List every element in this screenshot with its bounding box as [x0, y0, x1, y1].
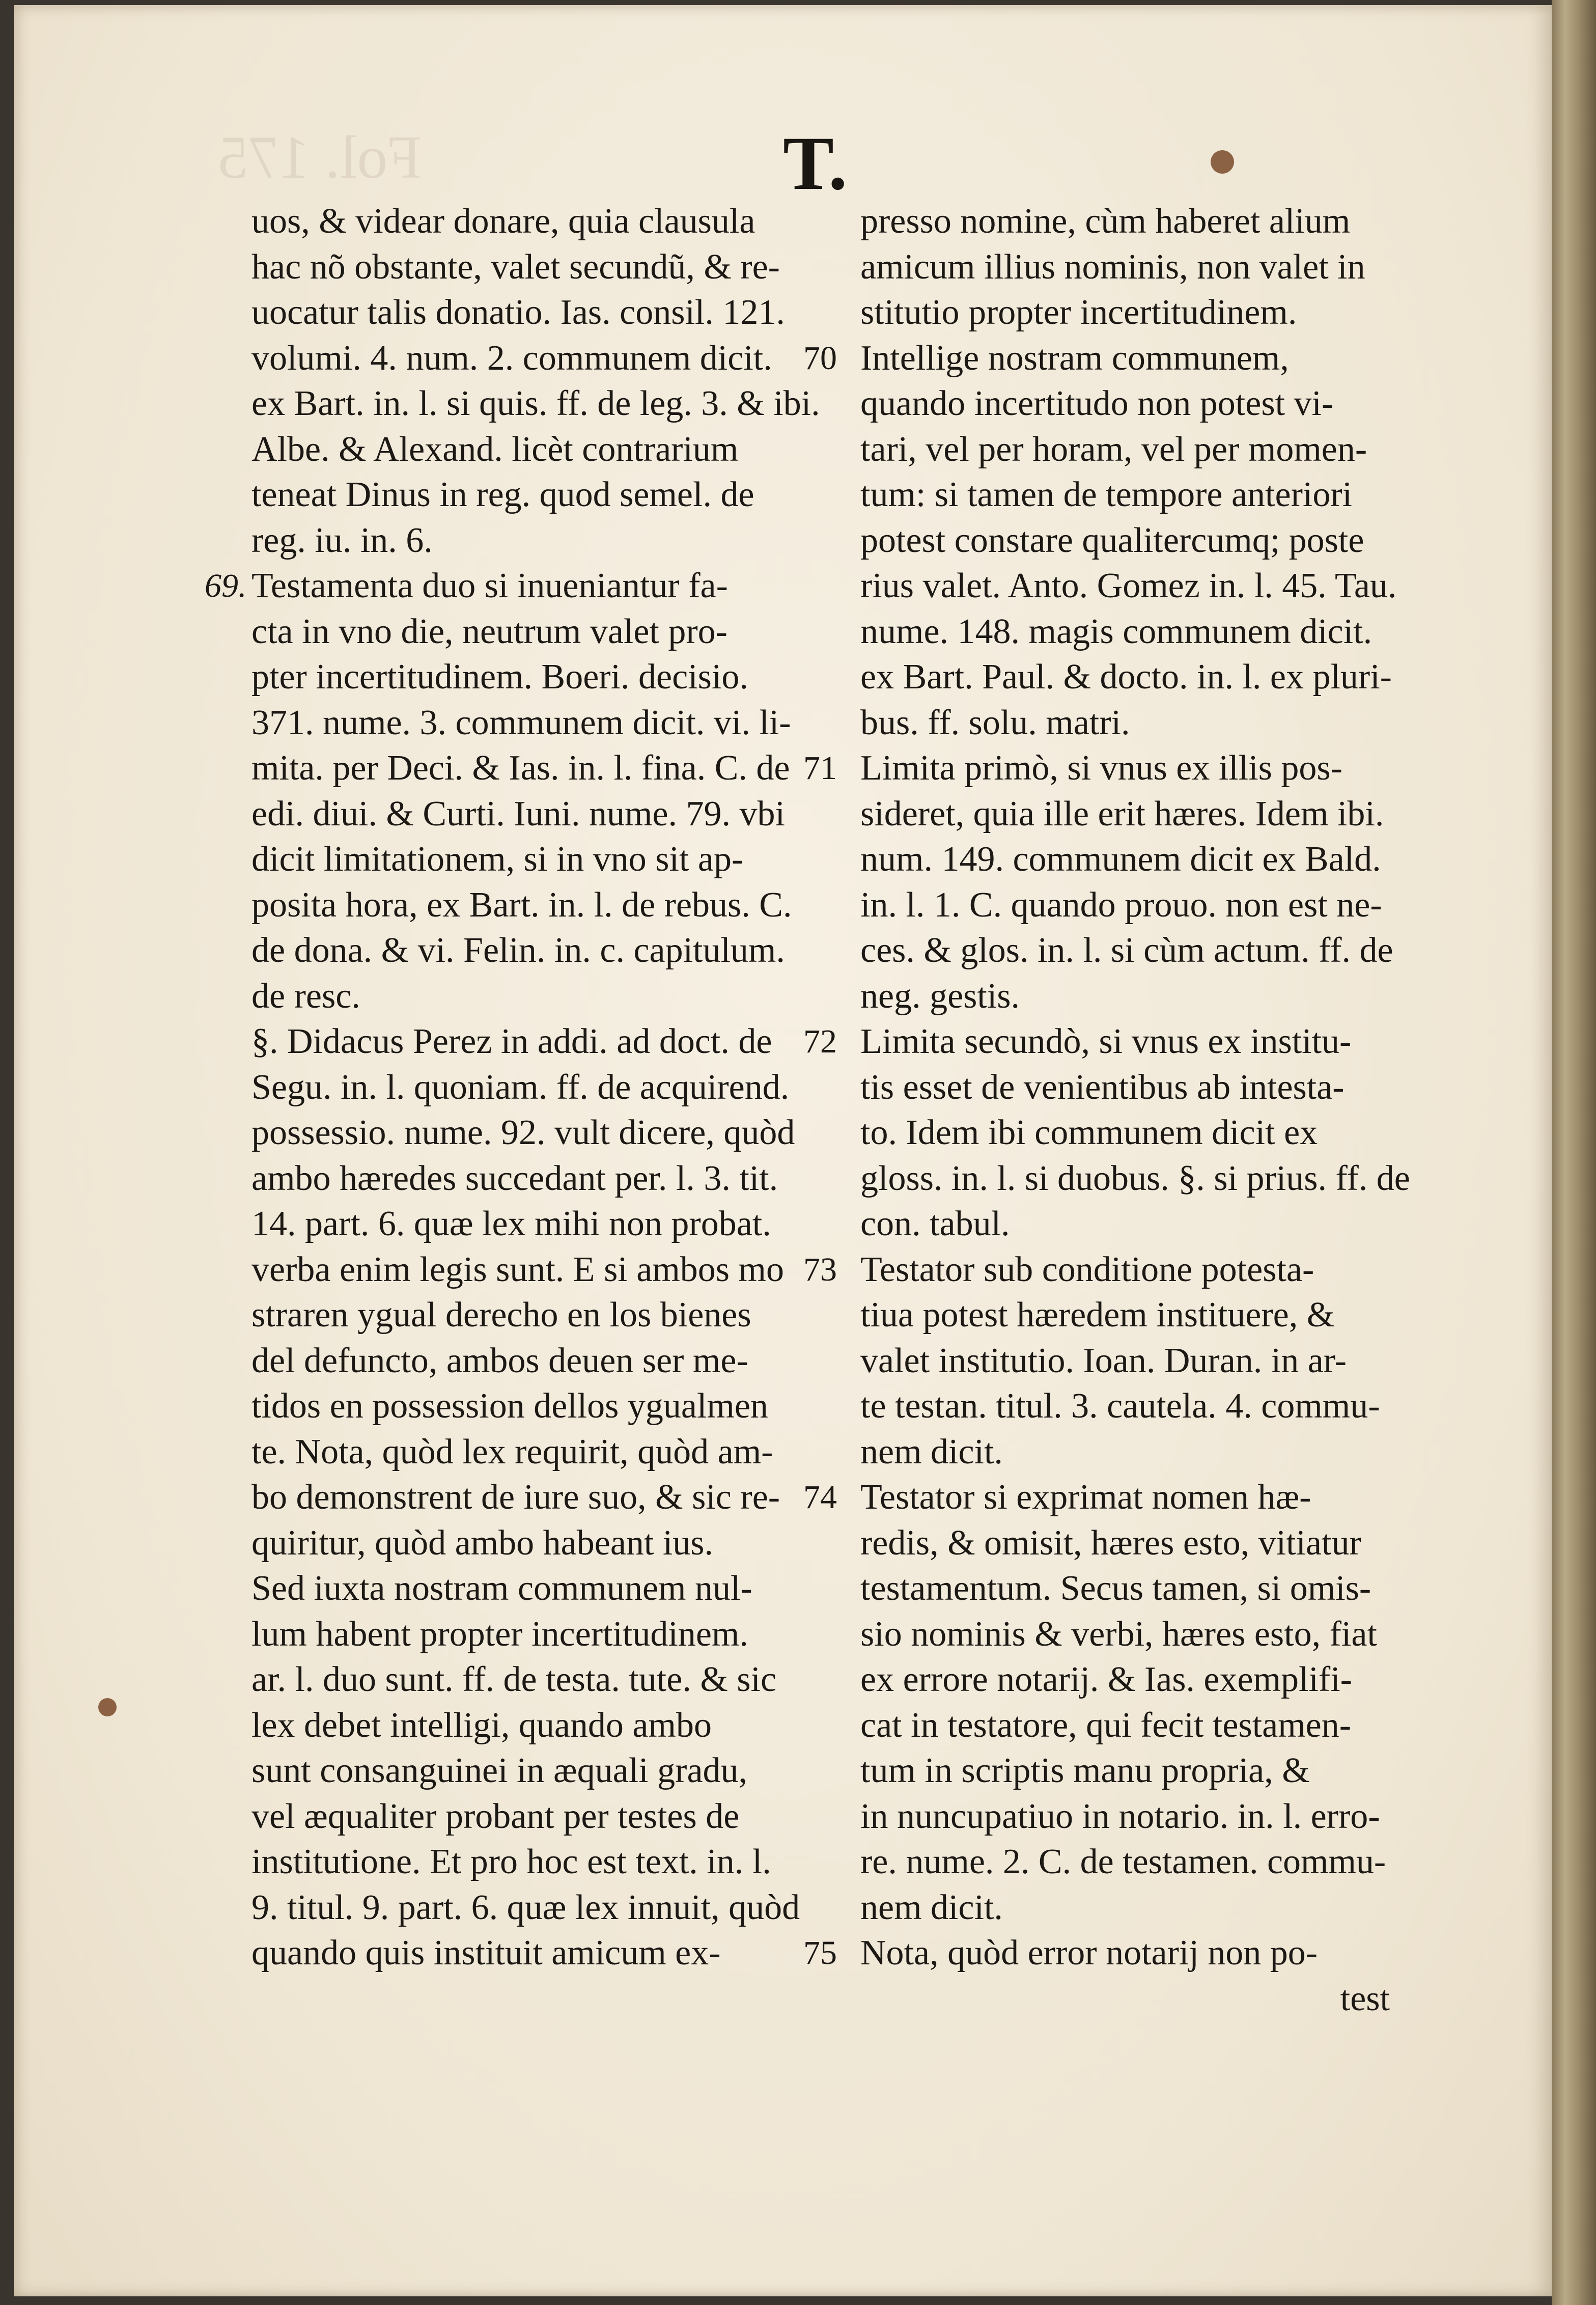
text-line: testamentum. Secus tamen, si omis-: [860, 1569, 1371, 1608]
text-line: rius valet. Anto. Gomez in. l. 45. Tau.: [860, 566, 1397, 605]
text-line: num. 149. communem dicit ex Bald.: [860, 840, 1381, 879]
paragraph-number: 70: [803, 339, 837, 377]
text-line: te testan. titul. 3. cautela. 4. commu-: [860, 1386, 1380, 1426]
text-line: Sed iuxta nostram communem nul-: [251, 1569, 752, 1608]
paragraph-number: 72: [803, 1023, 837, 1060]
paragraph-start: [803, 1019, 1431, 1065]
text-line: to. Idem ibi communem dicit ex: [860, 1113, 1318, 1152]
text-line: teneat Dinus in reg. quod semel. de: [251, 475, 754, 514]
text-line: ces. & glos. in. l. si cùm actum. ff. de: [860, 931, 1393, 970]
text-line: cat in testatore, qui fecit testamen-: [860, 1705, 1352, 1745]
text-line: valet institutio. Ioan. Duran. in ar-: [860, 1341, 1347, 1380]
paragraph-number: 73: [803, 1251, 837, 1288]
text-line: del defuncto, ambos deuen ser me-: [251, 1341, 748, 1380]
text-line: bo demonstrent de iure suo, & sic re-: [251, 1478, 780, 1517]
text-line: lum habent propter incertitudinem.: [251, 1614, 748, 1654]
paragraph-number: 71: [803, 749, 837, 787]
text-line: Limita secundò, si vnus ex institu-: [860, 1022, 1352, 1061]
text-line: tidos en possession dellos ygualmen: [251, 1386, 768, 1426]
left-column: [205, 199, 837, 1976]
text-line: de dona. & vi. Felin. in. c. capitulum.: [251, 931, 785, 970]
text-line: te. Nota, quòd lex requirit, quòd am-: [251, 1432, 773, 1471]
text-line: nem dicit.: [860, 1887, 1003, 1927]
text-line: in. l. 1. C. quando prouo. non est ne-: [860, 885, 1382, 925]
text-line: con. tabul.: [860, 1204, 1010, 1243]
book-edge: [1552, 0, 1596, 2305]
text-line: 9. titul. 9. part. 6. quæ lex innuit, quòd: [251, 1887, 800, 1927]
text-line: in nuncupatiuo in notario. in. l. erro-: [860, 1796, 1380, 1836]
paragraph-start: [205, 563, 837, 609]
paragraph-start: [803, 1247, 1431, 1293]
text-line: possessio. nume. 92. vult dicere, quòd: [251, 1113, 795, 1152]
text-line: ex errore notarij. & Ias. exemplifi-: [860, 1660, 1352, 1699]
paragraph-start: [803, 1930, 1431, 1976]
text-line: uos, & videar donare, quia clausula: [251, 202, 755, 241]
text-line: volumi. 4. num. 2. communem dicit.: [251, 338, 772, 378]
text-line: Testator sub conditione potesta-: [860, 1249, 1314, 1289]
text-line: tum: si tamen de tempore anteriori: [860, 475, 1353, 514]
bleed-through-text: Fol. 175: [218, 123, 422, 191]
text-line: tari, vel per horam, vel per momen-: [860, 429, 1367, 469]
text-line: Albe. & Alexand. licèt contrarium: [251, 429, 739, 469]
text-line: presso nomine, cùm haberet alium: [860, 202, 1351, 241]
book-page: [14, 5, 1552, 2296]
text-line: tiua potest hæredem instituere, &: [860, 1295, 1335, 1335]
text-line: sio nominis & verbi, hæres esto, fiat: [860, 1614, 1377, 1654]
text-line: stitutio propter incertitudinem.: [860, 293, 1297, 332]
text-line: Nota, quòd error notarij non po-: [860, 1933, 1318, 1973]
text-line: vel æqualiter probant per testes de: [251, 1796, 740, 1836]
paragraph-start: [803, 1475, 1431, 1520]
text-line: ambo hæredes succedant per. l. 3. tit.: [251, 1158, 778, 1198]
text-line: de resc.: [251, 976, 360, 1016]
text-line: §. Didacus Perez in addi. ad doct. de: [251, 1022, 772, 1061]
text-line: amicum illius nominis, non valet in: [860, 247, 1365, 287]
text-line: dicit limitationem, si in vno sit ap-: [251, 840, 744, 879]
text-line: 14. part. 6. quæ lex mihi non probat.: [251, 1204, 771, 1243]
text-line: Limita primò, si vnus ex illis pos-: [860, 748, 1342, 788]
text-line: Testator si exprimat nomen hæ-: [860, 1478, 1311, 1517]
text-line: sideret, quia ille erit hæres. Idem ibi.: [860, 794, 1384, 834]
paragraph-number: 69.: [205, 567, 247, 604]
text-line: potest constare qualitercumq; poste: [860, 520, 1364, 560]
text-line: posita hora, ex Bart. in. l. de rebus. C.: [251, 885, 792, 925]
text-line: edi. diui. & Curti. Iuni. nume. 79. vbi: [251, 794, 785, 834]
text-line: neg. gestis.: [860, 976, 1020, 1016]
text-line: ex Bart. in. l. si quis. ff. de leg. 3. & ibi.: [251, 384, 820, 423]
text-line: bus. ff. solu. matri.: [860, 703, 1130, 742]
text-line: lex debet intelligi, quando ambo: [251, 1705, 712, 1745]
text-line: quando incertitudo non potest vi-: [860, 384, 1334, 423]
text-line: hac nõ obstante, valet secundũ, & re-: [251, 247, 780, 287]
foxing-spot: [1211, 150, 1234, 174]
paragraph-start: [803, 745, 1431, 791]
text-line: re. nume. 2. C. de testamen. commu-: [860, 1842, 1386, 1881]
text-line: Segu. in. l. quoniam. ff. de acquirend.: [251, 1067, 790, 1107]
text-line: tis esset de venientibus ab intesta-: [860, 1067, 1345, 1107]
text-line: ex Bart. Paul. & docto. in. l. ex pluri-: [860, 657, 1392, 697]
text-line: nume. 148. magis communem dicit.: [860, 612, 1373, 651]
right-column: [803, 199, 1431, 2021]
text-line: tum in scriptis manu propria, &: [860, 1751, 1310, 1790]
text-line: reg. iu. in. 6.: [251, 520, 433, 560]
running-head: T.: [783, 121, 848, 206]
text-line: sunt consanguinei in æquali gradu,: [251, 1751, 748, 1790]
text-line: mita. per Deci. & Ias. in. l. fina. C. de: [251, 748, 790, 788]
paragraph-start: [803, 336, 1431, 381]
paragraph-number: 74: [803, 1479, 837, 1516]
text-line: redis, & omisit, hæres esto, vitiatur: [860, 1523, 1361, 1563]
text-line: Testamenta duo si inueniantur fa-: [251, 566, 728, 605]
text-line: quiritur, quòd ambo habeant ius.: [251, 1523, 714, 1563]
foxing-spot: [98, 1698, 117, 1716]
text-line: quando quis instituit amicum ex-: [251, 1933, 721, 1973]
text-line: 371. nume. 3. communem dicit. vi. li-: [251, 703, 791, 742]
text-line: institutione. Et pro hoc est text. in. l.: [251, 1842, 771, 1881]
text-line: verba enim legis sunt. E si ambos mo: [251, 1249, 784, 1289]
text-line: gloss. in. l. si duobus. §. si prius. ff. de: [860, 1158, 1410, 1198]
text-line: uocatur talis donatio. Ias. consil. 121.: [251, 293, 785, 332]
text-line: Intellige nostram communem,: [860, 338, 1289, 378]
paragraph-number: 75: [803, 1934, 837, 1971]
text-line: cta in vno die, neutrum valet pro-: [251, 612, 727, 651]
text-line: nem dicit.: [860, 1432, 1003, 1471]
catchword: test: [1340, 1979, 1390, 2018]
text-line: pter incertitudinem. Boeri. decisio.: [251, 657, 748, 697]
text-line: ar. l. duo sunt. ff. de testa. tute. & sic: [251, 1660, 777, 1699]
text-line: straren ygual derecho en los bienes: [251, 1295, 751, 1335]
